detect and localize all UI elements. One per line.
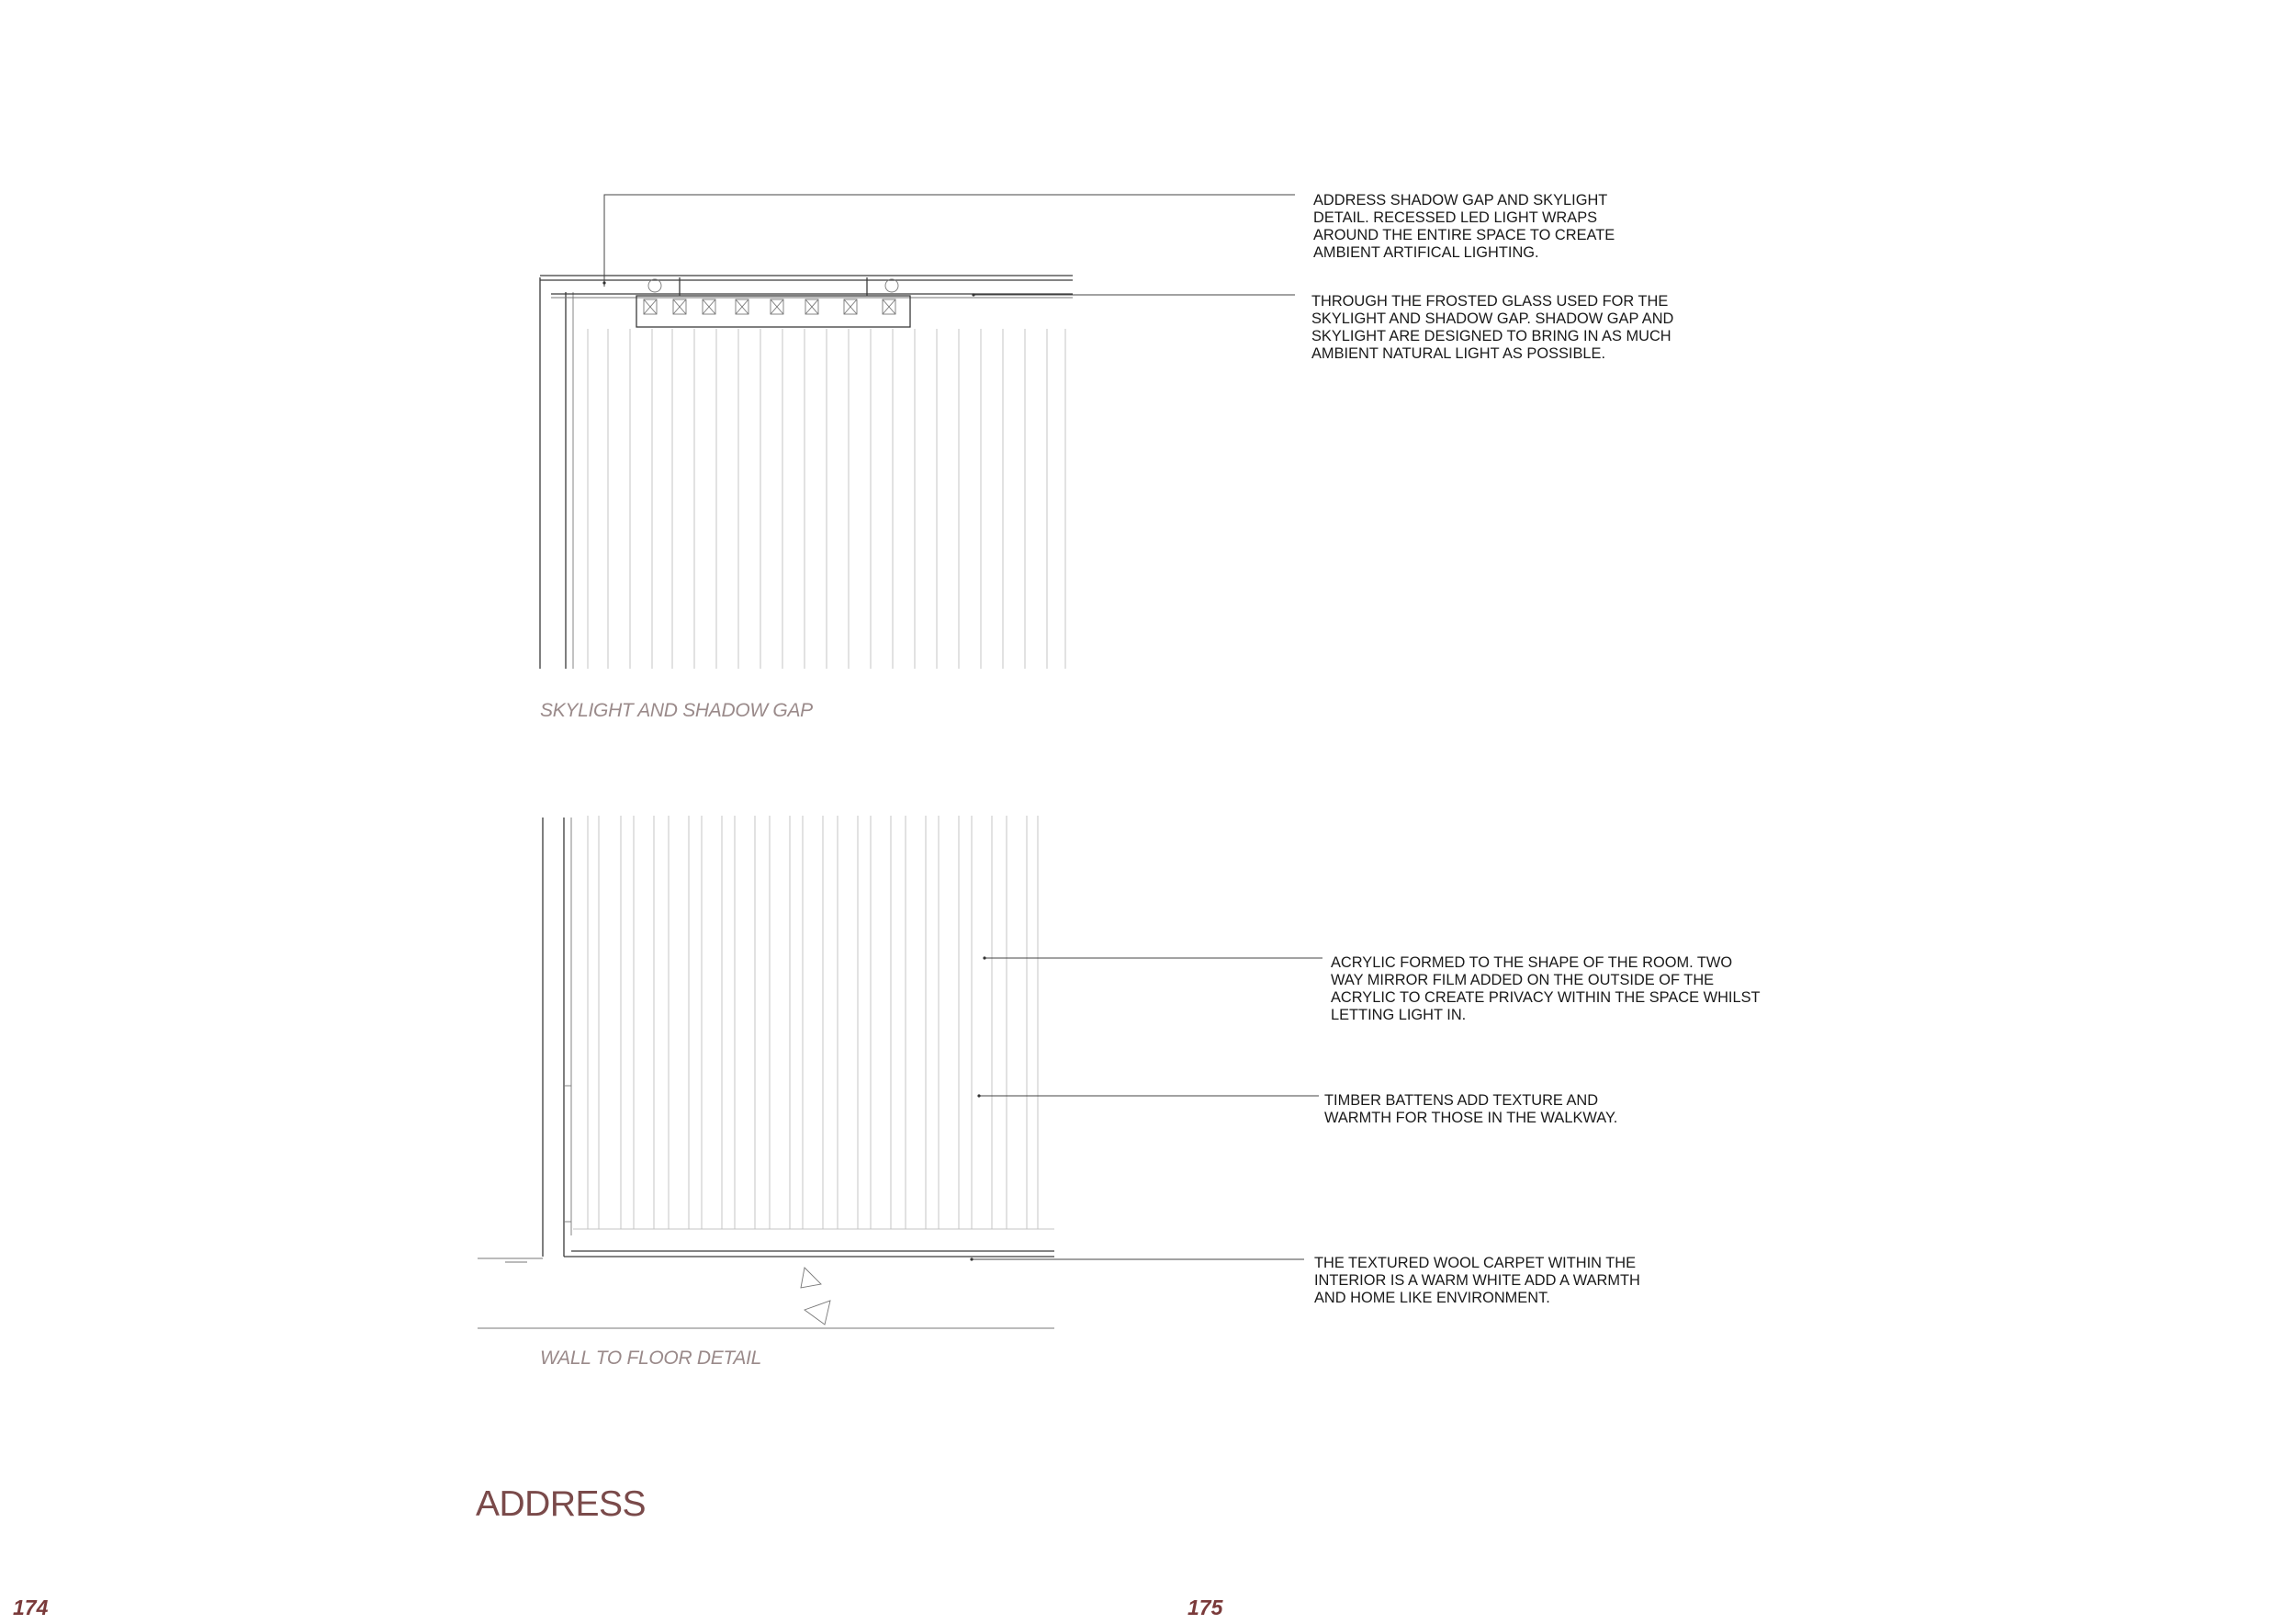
skylight-box: [636, 277, 910, 327]
skylight-section-caption: SKYLIGHT AND SHADOW GAP: [540, 700, 813, 721]
floor-section-caption: WALL TO FLOOR DETAIL: [540, 1348, 762, 1369]
skylight-detail-note: ADDRESS SHADOW GAP AND SKYLIGHT DETAIL. RECESSED LED LIGHT WRAPS AROUND THE ENTIRE SPACE TO CREATE AMBIENT ARTIFICAL LIGHTING.: [1313, 192, 1615, 261]
timber-battens-note: TIMBER BATTENS ADD TEXTURE AND WARMTH FOR THOSE IN THE WALKWAY.: [1324, 1092, 1618, 1126]
acrylic-note: ACRYLIC FORMED TO THE SHAPE OF THE ROOM. TWO WAY MIRROR FILM ADDED ON THE OUTSIDE OF THE ACRYLIC TO CREATE PRIVACY WITHIN THE SPACE WHILST LETTING LIGHT IN.: [1331, 954, 1761, 1023]
page-number-left: 174: [13, 1596, 49, 1619]
skylight-section-drawing: [540, 195, 1295, 669]
floor-section-drawing: [478, 816, 1322, 1328]
page-title: ADDRESS: [476, 1484, 647, 1524]
page-number-right: 175: [1187, 1596, 1223, 1619]
frosted-glass-note: THROUGH THE FROSTED GLASS USED FOR THE SKYLIGHT AND SHADOW GAP. SHADOW GAP AND SKYLIGHT ARE DESIGNED TO BRING IN AS MUCH AMBIENT NATURAL LIGHT AS POSSIBLE.: [1311, 293, 1674, 362]
wool-carpet-note: THE TEXTURED WOOL CARPET WITHIN THE INTERIOR IS A WARM WHITE ADD A WARMTH AND HOME LIKE ENVIRONMENT.: [1314, 1255, 1640, 1306]
